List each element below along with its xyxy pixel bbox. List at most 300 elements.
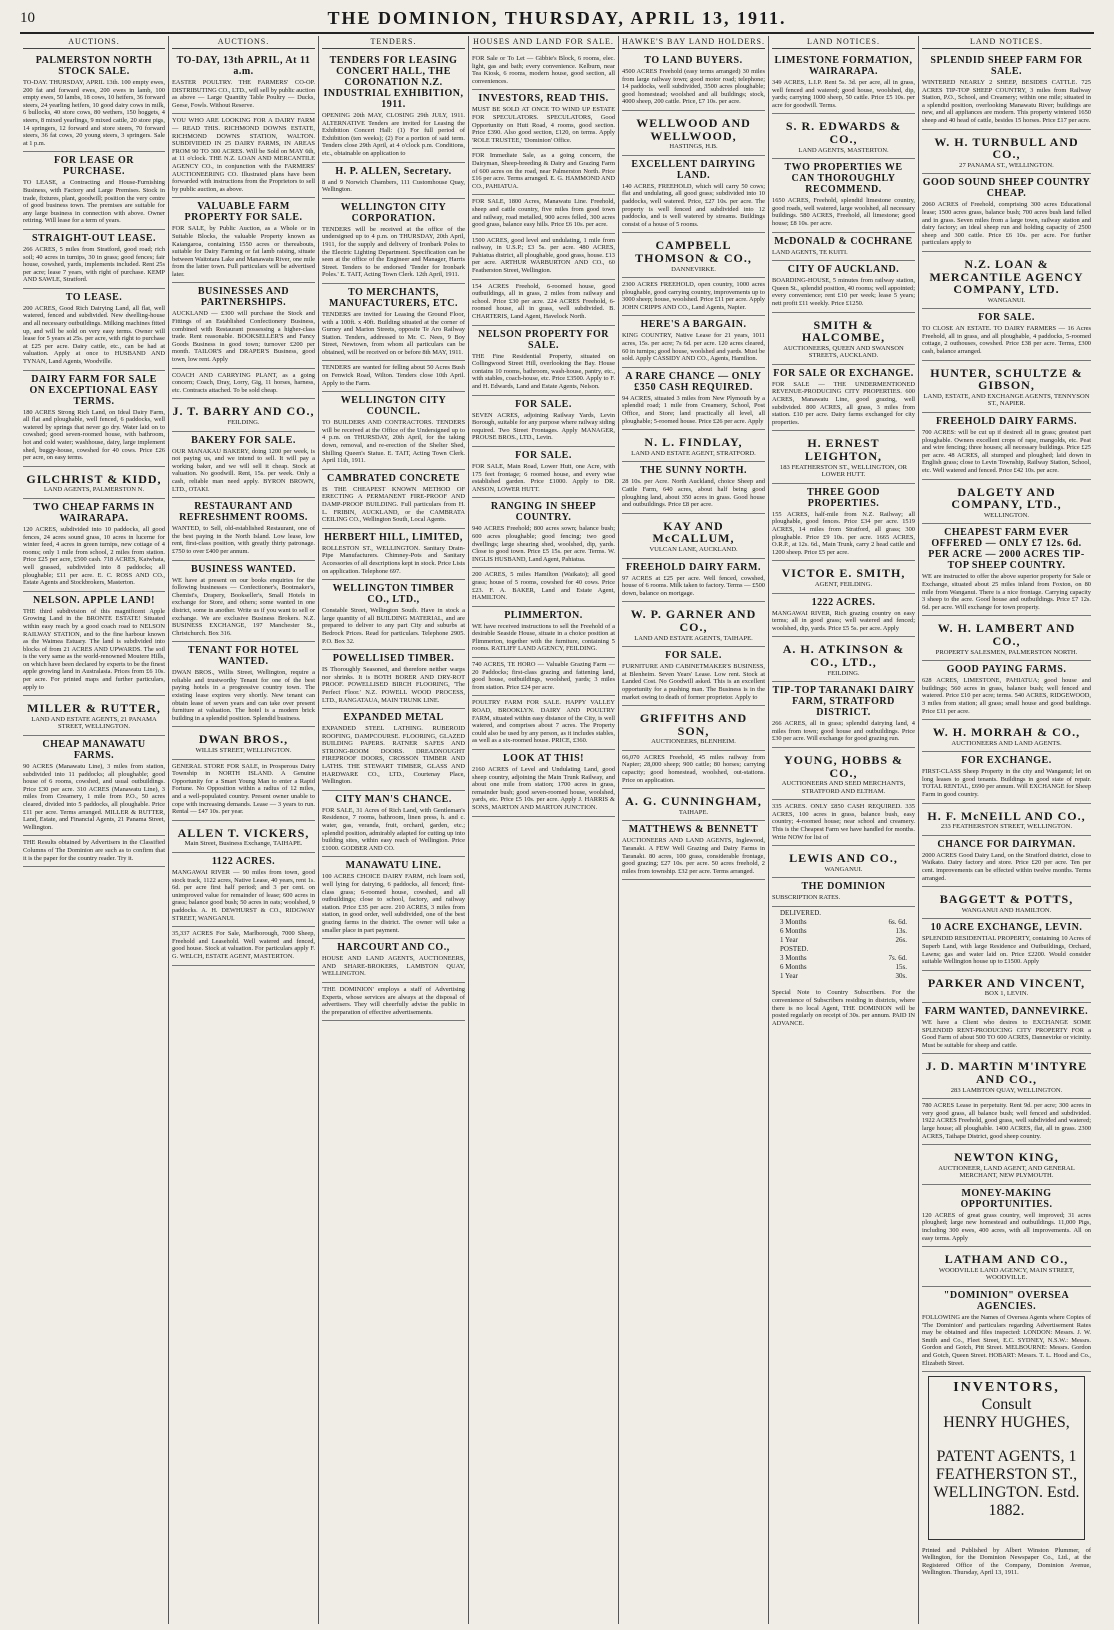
advertisement [772,637,915,682]
ad-heading: DAIRY FARM FOR SALE ON EXCEPTIONAL EASY TERMS. [29,373,159,407]
advertisement [622,821,765,880]
ad-text: 780 ACRES Lease in perpetuity. Rent 9d. per acre; 300 acres in very good grass, all balance bush; well fenced and subdivided. 1922 ACRES Freehold, good grass, well subdivided and watered; large house; all ploughable. 1400 ACRES, flat, all in grass. 2300 ACRES, Taihape District, good sheep country. [922,1102,1091,1140]
ad-heading: TWO PROPERTIES WE CAN THOROUGHLY RECOMMEND. [784,162,903,196]
advertisement [922,480,1091,525]
ad-text: WELLINGTON. [983,511,1030,519]
advertisement [922,1145,1091,1185]
advertisement [772,52,915,114]
ad-text: TENDERS are wanted for felling about 50 Acres Bush on Fenwick Road, Wilton. Tenders close 10th April. Apply to the Farm. [322,364,465,387]
ad-text: OPENING 20th MAY, CLOSING 29th JULY, 1911. ALTERNATIVE Tenders are invited for Leasing the Exhibition Concert Hall: (1) For full period of Exhibition (ten weeks); (2) For a portion of said term. Tenders close 29th April, at 4 o'clock p.m. Conditions, etc., obtainable on application to [322,112,465,157]
ad-text: WANGANUI AND HAMILTON. [961,906,1052,914]
advertisement [472,234,615,280]
ad-text: LAND AGENTS, PALMERSTON N. [43,486,145,494]
ad-heading: 1222 ACRES. [811,596,876,608]
ad-heading: CHANCE FOR DAIRYMAN. [937,838,1076,850]
ad-text: 200 ACRES, Good Rich Dairying Land, all flat, well watered, fenced and subdivided. New dwelling-house and all necessary outbuildings. Milking machines fitted up, and will be sold on very easy terms. Owner will lease for 5 years at 25s. per acre, with right to purchase at £25 per acre. Dairy cattle, etc., can be had at valuation. Apply at once to HUSBAND AND TYNAN, Land Agents, Woodville. [23,304,165,366]
column-3 [318,36,468,1624]
advertiser-name: DWAN BROS., [198,732,289,747]
ad-heading: PALMERSTON NORTH STOCK SALE. [35,55,153,77]
rate-price: 6s. 6d. [888,918,907,927]
ad-heading: BUSINESS WANTED. [190,563,297,575]
rates-posted-label: POSTED. [780,945,809,954]
ad-heading: FOR EXCHANGE. [961,755,1052,767]
ad-text: KING COUNTRY, Native Lease for 21 years, 1011 acres, 15s. per acre; 7s 6d. per acre. 120 acres cleared, 60 in turnips; good house, woolshed and yards. Must be sold. Apply CASSIDY AND CO., Agents, Hamilton. [622,332,765,363]
ad-heading: FREEHOLD DAIRY FARM. [626,561,761,573]
advertisement [172,198,315,283]
ad-text: COACH AND CARRYING PLANT, as a going concern; Coach, Dray, Lorry, Gig, 11 horses, harness, etc. Contracts attached. To be sold cheap. [172,371,315,394]
ad-text: AUCKLAND — £300 will purchase the Stock and Fittings of an Established Confectionery Business, combined with Restaurant possessing a higher-class trade. Rent reasonable. BOOKSELLER'S and Fancy Goods Business in good town; turnover £200 per month. TAILOR'S and DRAPER'S Business, good town, low rent. Apply [172,310,315,364]
ad-text: LAND AND ESTATE AGENTS, TAIHAPE. [634,634,753,642]
ad-text: MANGAWAI RIVER, Rich grazing country on easy terms; all in good grass; well watered and fenced; woolshed, dip, yards. Price £5 5s. per acre. Apply [772,609,915,632]
advertisement [172,283,315,368]
ad-heading: STRAIGHT-OUT LEASE. [32,232,156,244]
advertisement [772,878,915,907]
advertiser-name: W. H. LAMBERT AND CO., [937,621,1076,648]
ad-heading: WELLINGTON CITY COUNCIL. [340,395,447,418]
advertisement [772,682,915,748]
ad-text: WINTERED NEARLY 2 SHEEP, BESIDES CATTLE. 725 ACRES TIP-TOP SHEEP COUNTRY, 3 miles from Railway Station, P.O., School, and Creamery; within one mile; situated in a splendid position, overlooking Manawatu River; buildings are new, and all appliances are modern. This property wintered 1650 sheep and 40 head of cattle, besides 15 horses. Price £17 per acre. [922,79,1091,124]
inventors-advert [928,1376,1085,1540]
ad-text: ROLLESTON ST., WELLINGTON. Sanitary Drain-Pipe Manufacturers. Chimney-Pots and Sanitary Accessories of all descriptions kept in stock. Price Lists on application. Telephone 697. [322,544,465,575]
ad-heading: WELLINGTON CITY CORPORATION. [340,201,447,224]
rates-note: Special Note to Country Subscribers. For the convenience of Subscribers residing in districts, where there is no local Agent, THE DOMINION will be posted regularly on receipt of 30s. per annum. PAID IN ADVANCE. [772,989,915,1027]
advertisement [772,365,915,432]
ad-text: AGENT, FEILDING. [814,580,873,588]
advertisement [322,580,465,650]
advertisement [922,720,1091,752]
advertiser-name: A. H. ATKINSON & CO., LTD., [782,642,905,669]
ad-heading: FREEHOLD DAIRY FARMS. [936,416,1077,428]
advertisement [322,709,465,791]
column-2 [168,36,318,1624]
ad-heading: THE SUNNY NORTH. [639,465,747,477]
ad-text: AUCTIONEER, LAND AGENT, AND GENERAL MERCHANT, NEW PLYMOUTH. [938,1164,1075,1180]
ad-text: 35,337 ACRES For Sale, Marlborough, 7000 Sheep, Freehold and Leasehold. Well watered and fenced, good house. Stock at valuation. For particulars apply F. G. WELCH, ESTATE AGENT, MASTERTON. [172,930,315,960]
advertiser-name: A. G. CUNNINGHAM, [625,794,762,809]
advertisement [622,430,765,462]
advertisement [172,432,315,499]
ad-text: 94 ACRES, situated 3 miles from New Plymouth by a splendid road; 1 mile from Creamery, School, Post Office, and Store; land practically all level, all ploughable; 5-roomed house. Price £26 per acre. Apply [622,394,765,425]
column-6 [768,36,918,1624]
ad-text: TAIHAPE. [678,808,709,816]
rate-price: 30s. [895,972,907,981]
advertisement [922,1099,1091,1145]
ad-heading: 10 ACRE EXCHANGE, LEVIN. [930,922,1083,934]
advertisement [322,470,465,529]
ad-text: PROPERTY SALESMEN, PALMERSTON NORTH. [935,648,1078,656]
ad-heading: A RARE CHANCE — ONLY £350 CASH REQUIRED. [625,370,762,393]
advertisement [622,706,765,751]
ad-text: 180 ACRES Strong Rich Land, on Ideal Dairy Farm, all flat and ploughable, well fenced, 6 paddocks, well watered by springs that never go dry. Water laid on to cowshed; good seven-roomed house, with bathroom, hot and cold water; washhouse, dairy, large implement shed, buggy-house, cowshed for 40 cows. Price £26 per acre, on easy terms. [23,408,165,462]
ad-heading: FOR SALE. [515,449,572,461]
advertisement [772,233,915,262]
advertisement [772,800,915,846]
ad-heading: H. P. ALLEN, Secretary. [335,165,452,177]
ad-heading: CITY MAN'S CHANCE. [335,793,452,805]
advertisement [172,52,315,114]
advertisement [622,462,765,513]
advertisement [922,52,1091,130]
advertisement [772,114,915,159]
ad-text: TO-DAY. THURSDAY, APRIL 13th. 100 empty ewes, 200 fat and forward ewes, 200 ewes in lamb, 100 empty ewes, 50 lambs, 18 cows, 10 heifers, 36 forward steers, 24 yearling heifers, 10 good dairy cows in milk, 6 bullocks, 40 store cows, 80 wethers, 150 hoggets, 4 steers, 8 mixed yearlings, 9 mixed cattle, 20 store pigs, 14 springers, 12 forward and store steers, 70 forward steers, 36 fat cows, 20 young steers, 3 springers. Sale at 1 p.m. [23,79,165,147]
ad-text: 200 ACRES, 5 miles Hamilton (Waikato); all good grass; house of 5 rooms, cowshed for 40 cows. Price £23. F. A. BAKER, Land and Estate Agent, HAMILTON. [472,571,615,602]
advertisement [922,1054,1091,1099]
advertisement [23,836,165,867]
advertisement [922,361,1091,413]
advertisement [472,447,615,498]
ad-text: 100 ACRES CHOICE DAIRY FARM, rich loam soil, well lying for dairying, 6 paddocks, all fenced; first-class grass; 6-roomed house, cowshed, and all outbuildings; close to school, factory, and railway station. Price £35 per acre. 210 ACRES, 3 miles from station, in good order, well subdivided, one of the best grazing farms in the district. The owner will take a smaller place in part payment. [322,873,465,934]
advertisement [922,1247,1091,1287]
ad-text: THE Fine Residential Property, situated on Collingwood Street Hill, overlooking the Bay. House contains 10 rooms, bathroom, wash-house, pantry, etc., with stables, coach-house, etc. Price £3500. Apply to F. and H. Edwards, Land and Estate Agents, Nelson. [472,352,615,390]
advertisement [922,130,1091,175]
ad-text: 1650 ACRES, Freehold, splendid limestone country, good roads, well watered, large woolshed, all necessary buildings. 580 ACRES, Freehold, all limestone; good house; £8 10s. per acre. [772,197,915,227]
advertisement [922,919,1091,970]
ad-text: WANGANUI. [824,865,863,873]
ad-text: FOR SALE, 1800 Acres, Manawatu Line. Freehold, sheep and cattle country, five miles from good town and railway, road metalled, 900 acres felled, 300 acres good grass, balance easy hills. Price £6 10s. per acre. [472,198,615,229]
advertisement [922,752,1091,803]
rate-period: 3 Months [780,954,807,963]
advertisement [322,163,465,199]
ad-text: VULCAN LANE, AUCKLAND. [649,545,738,553]
ad-text: EASTER POULTRY. THE FARMERS' CO-OP. DISTRIBUTING CO., LTD., will sell by public auction as above — Large Quantity Table Poultry — Ducks, Geese, Fowls. Without Reserve. [172,79,316,109]
advertisement [172,642,315,727]
ad-heading: INVESTORS, READ THIS. [478,93,609,105]
advertiser-name: YOUNG, HOBBS & CO., [783,752,903,780]
ad-text: AUCTIONEERS AND LAND AGENTS. [951,739,1062,747]
ad-text: WANGANUI. [987,296,1026,304]
advertiser-name: VICTOR E. SMITH, [781,566,906,581]
advertisement [23,467,165,499]
ad-text: LAND AND ESTATE AGENT, STRATFORD. [631,449,756,457]
rate-row [780,963,907,972]
advertisement [622,52,765,111]
advertiser-name: DALGETY AND COMPANY, LTD., [951,484,1062,512]
ad-heading: HARCOURT AND CO., [337,942,450,954]
advertisement [322,392,465,470]
advertisement [322,857,465,939]
ad-heading: FOR LEASE OR PURCHASE. [54,155,134,178]
ad-text: 283 LAMBTON QUAY, WELLINGTON. [950,1086,1063,1094]
advertiser-name: GILCHRIST & KIDD, [26,471,162,486]
column-heading: AUCTIONS. [172,36,315,49]
rate-period: 1 Year [780,972,798,981]
advertisement [622,514,765,559]
ad-text: FOR SALE, Main Road, Lower Hutt, one Acre, with 175 feet frontage; 6 roomed house, and every wise established garden. Price £1000. Apply to DR. ANSON, LOWER HUTT. [472,462,615,493]
oversea-agencies [922,1287,1091,1372]
ad-heading: WELLINGTON TIMBER CO., LTD., [332,583,455,606]
advertisement [322,529,465,580]
ad-text: MUST BE SOLD AT ONCE TO WIND UP ESTATE FOR SPECULATORS. SPECULATORS, Good Opportunity on Hutt Road, 4 rooms, good section. Price £390. Also good section, £120, on terms. Apply 'ROLE TRUSTEE,' 'Dominion' Office. [472,106,615,144]
advertisement [922,1003,1091,1054]
ad-text: 155 ACRES, half-mile from N.Z. Railway; all ploughable, good fences. Price £34 per acre. 1519 ACRES, 14 miles from Stratford, all grass; 300 ploughable. Price £9 10s. per acre. 1665 ACRES, O.R.P., at 12s. 6d., Main Trunk, carry 2 head cattle and 1200 sheep. Price £5 per acre. [772,510,915,556]
advertiser-name: WELLWOOD AND WELLWOOD, [636,115,751,143]
ad-text: YOU WHO ARE LOOKING FOR A DAIRY FARM — READ THIS. RICHMOND DOWNS ESTATE, RICHMOND DOWNS STATION, WALTON. SUBDIVIDED IN 25 DAIRY FARMS, IN AREAS FROM 90 TO 300 ACRES. Will be Sold on MAY 6th, at 11 o'clock. THE N.Z. LOAN AND MERCANTILE AGENCY CO., in conjunction with the FARMERS' AUCTIONEERING CO. Illustrated plans have been forwarded with instructions from the Proprietors to sell by public auction, as above. [172,117,315,193]
advertisement [472,607,615,658]
advertisement [23,371,165,467]
advertiser-name: W. P. GARNER AND CO., [630,607,757,634]
advertisement [622,316,765,367]
advertiser-name: J. D. MARTIN M'INTYRE AND CO., [925,1059,1088,1086]
ad-heading: GOOD PAYING FARMS. [946,664,1067,676]
advertiser-name: NEWTON KING, [954,1150,1059,1165]
advertiser-name: LEWIS AND CO., [789,851,898,866]
ad-text: 97 ACRES at £25 per acre. Well fenced, cowshed, house of 6 rooms. Milk taken to factory. Terms — £500 down, balance on mortgage. [622,574,765,597]
advertisement [472,195,615,233]
advertiser-name: N. L. FINDLAY, [644,435,743,450]
rate-row [780,936,907,945]
ad-text: MANGAWAI RIVER — 90 miles from town, good stock track, 1122 acres, Native Lease, 40 years, rent 1s. 6d. per acre first half period; and 3 per cent. on unimproved value for remainder of lease; 600 acres in grass; balance good bush; 50 acres in oats; woolshed, 9 paddocks. A. H. DEWHURST & CO., RIDGWAY STREET, WANGANUI. [172,868,315,922]
ad-text: OUR MANAKAU BAKERY, doing 1200 per week, is not paying us, and we intend to sell. It will pay a working baker, and we will sell it cheap. Stock at valuation. No goodwill. Rent, 15s. per week. Only a cash, reliable man need apply. BYRON BROWN, LTD., OTAKI. [172,447,315,493]
advertisement [23,289,165,371]
advertisement [322,650,465,709]
ad-heading: CITY OF AUCKLAND. [787,264,900,276]
advertisement [622,647,765,706]
ad-text: 2060 ACRES of Freehold, comprising 300 acres Educational lease; 1500 acres grass, balance bush; 700 acres bush land felled and in grass. Seven miles from a large town, railway station and dairy factory; an ideal sheep run and holding capacity of 2500 sheep and 300 cattle. Price £6 10s. per acre. For further particulars apply to [922,201,1091,247]
ad-text: 90 ACRES (Manawatu Line), 3 miles from station, subdivided into 11 paddocks; all ploughable; good house of 6 rooms, cowshed, and usual outbuildings. Price £30 per acre. 310 ACRES (Manawatu Line), 3 miles from Creamery, 1 mile from P.O., 50 acres cleared, divided into 5 paddocks, all ploughable. Price £11 per acre. Terms arranged. MILLER & RUTTER, Land, Estate, and Financial Agents, 21 Panama Street, Wellington. [23,763,165,831]
advertisement [922,309,1091,360]
ad-heading: MONEY-MAKING OPPORTUNITIES. [960,1187,1053,1210]
advertisement [172,114,315,198]
advertisement [772,261,915,312]
advertisement [622,111,765,156]
advertisement [772,431,915,483]
advertiser-name: PARKER AND VINCENT, [927,975,1086,990]
ad-text: FIRST-CLASS Sheep Property in the city and Wanganui; let on long leases to good tenants. Buildings in good state of repair. TOTAL RENTAL, £690 per annum. Will EXCHANGE for Sheep Farm in good country. [922,768,1091,799]
advertisement [172,399,315,431]
ad-heading: CHEAPEST FARM EVER OFFERED — ONLY £7 12s. 6d. PER ACRE — 2000 ACRES TIP-TOP SHEEP COUNTRY. [928,527,1085,572]
ad-text: 700 ACRES: will be cut up if desired: all in grass; greatest part ploughable. Owners excellent crops of rape, mangolds, etc. Peat and wire fencing; three houses; all necessary buildings. Price £25 per acre. 48 ACRES, all stumped and ploughed; laid down in English grass; close to Levin Township, Railway Station, School, etc. Well watered and fenced. Price £42 10s. per acre. [922,429,1091,474]
ad-heading: PLIMMERTON. [504,609,583,621]
advertisement [622,278,765,316]
ad-text: 120 ACRES of great grass country, well improved; 31 acres ploughed; large new homestead and outbuildings. 11,000 Pigs, including 300 ewes, 400 acres, with all improvements. All on easy terms. Apply [922,1211,1091,1242]
ad-text: LAND AGENTS, TE KUITI. [772,248,848,256]
advertiser-name: N.Z. LOAN & MERCANTILE AGENCY COMPANY, LTD. [929,256,1084,297]
ad-heading: LOOK AT THIS! [503,753,584,764]
advertiser-name: BAGGETT & POTTS, [939,892,1074,907]
advertiser-name: W. H. MORRAH & CO., [932,725,1081,740]
ad-heading: RANGING IN SHEEP COUNTRY. [490,501,597,524]
advertisement [472,280,615,326]
ad-text: FOR SALE, by Public Auction, as a Whole or in Suitable Blocks, the valuable Property known as Kaiangaroa, containing 1550 acres or thereabouts, suitable for Dairy Farming or fat lamb raising, situate between Waitotara Lake and Manawatu River, one mile from the latter town. Full particulars will be advertised later. [172,225,315,278]
ad-heading: GOOD SOUND SHEEP COUNTRY CHEAP. [922,177,1091,200]
column-heading: LAND NOTICES. [922,36,1091,49]
ad-heading: THREE GOOD PROPERTIES. [806,486,881,509]
advertiser-name: GRIFFITHS AND SON, [639,711,748,738]
ad-text: FOR Sale or To Let — Gibbie's Block, 6 rooms, elec. light, gas and bath; every convenience. Kelburn, near Tea Kiosk, 6 rooms, modern house, good section, all conveniences. [472,55,615,85]
ad-text: IS Thoroughly Seasoned, and therefore neither warps nor shrinks. It is BOTH BORER AND DRY-ROT PROOF. POWELLISED BIRCH FLOORING, 'The Perfect Floor.' N.Z. POWELL WOOD PROCESS, LTD., RANGATAUA, MAIN TRUNK LINE. [322,666,465,704]
ad-text: 266 ACRES, 5 miles from Stratford, good road; rich soil; 40 acres in turnips, 30 in grass; good fences; fair house, cowshed, yards, implements included. Rent 25s per acre; lease 7 years, with right of purchase. KEMP AND SAWLE, Stratford. [23,245,165,284]
ad-text: PATENT AGENTS, 1 FEATHERSTON ST., WELLINGTON. Estd. 1882. [933,1448,1080,1520]
advertisement [772,159,915,232]
advertisement [172,821,315,853]
ad-text: Main Street, Business Exchange, TAIHAPE. [184,840,303,848]
ad-text: 154 ACRES Freehold, 6-roomed house, good outbuildings, all in grass, 2 miles from railway and school. Price £30 per acre. 224 ACRES Freehold, 6-roomed house, all in grass, well subdivided. B. CHARTERIS, Land Agent, Havelock North. [472,282,615,321]
rate-row [780,927,907,936]
ad-text: 2160 ACRES of Level and Undulating Land, good sheep country, adjoining the Main Trunk Railway, and about one mile from station; 1700 acres in grass, remainder bush; good seven-roomed house, woolshed, yards, etc. Price £5 10s. per acre. Apply J. HARRIS & SONS, MARTON AND MARTON JUNCTION. [472,766,615,811]
ad-text: LAND, ESTATE, AND EXCHANGE AGENTS, TENNYSON ST., NAPIER. [923,392,1090,408]
advertisement [172,498,315,560]
advertisement [472,149,615,195]
advertisement [922,1185,1091,1247]
ad-text: FEILDING. [827,669,860,677]
advertiser-name: CAMPBELL THOMSON & CO., [635,238,752,265]
newspaper-title: THE DOMINION, THURSDAY, APRIL 13, 1911. [327,7,787,28]
ad-heading: TWO CHEAP FARMS IN WAIRARAPA. [33,501,155,524]
ad-text: WE are instructed to offer the above superior property for Sale or Exchange, situated about 25 miles inland from Foxton, on 80 mile from Wanganui. There is a nice frontage. Carrying capacity 3 sheep to the acre. Good house and outbuildings. Price £7 12s. 6d. per acre. Will exchange for town property. [922,573,1091,611]
advertisement [472,326,615,396]
ad-text: TENDERS will be received at the office of the undersigned up to 4 p.m. on THURSDAY, 20th April, 1911, for the supply and delivery of Ironbark Poles to the Electric Lighting Department. Specification can be seen at the office of the Engineer and Manager, Harris Street. Tenders to be endorsed 'Tender for Ironbark Poles.' E. TAIT, Acting Town Clerk. 12th April, 1911. [322,225,465,279]
advertiser-name: S. R. EDWARDS & CO., [785,119,902,146]
printer-imprint: Printed and Published by Albert Winston Plummer, of Wellington, for the Dominion Newspaper Co., Ltd., at the Registered Office of the Company, Dominion Avenue, Wellington. Thursday, April 13, 1911. [922,1546,1091,1577]
ad-heading: TO LAND BUYERS. [644,55,743,66]
ad-text: FOLLOWING are the Names of Oversea Agents where Copies of 'The Dominion' and particulars regarding Advertisement Rates may be obtained and files inspected: LONDON: Messrs. J. W. Smith and Co., Fleet Street, E.C. SYDNEY, N.S.W.: Messrs. Gordon and Gotch, Pitt Street. MELBOURNE: Messrs. Gordon and Gotch, Queen Street. HOBART: Messrs. T. L. Hood and Co., Elizabeth Street. [922,1314,1091,1367]
advertisement [172,369,315,400]
ad-text: AUCTIONEERS, BLENHEIM. [651,738,736,746]
advertisement [622,751,765,789]
ad-heading: TO LEASE. [65,291,123,303]
advertisement [622,559,765,603]
ad-text: 233 FEATHERSTON STREET, WELLINGTON. [940,823,1073,831]
advertisement [172,927,315,965]
column-heading: TENDERS. [322,36,465,49]
ad-text: THE Results obtained by Advertisers in the Classified Columns of The Dominion are such as to confirm that it is the paper for the country reader. Try it. [23,839,165,862]
inventors-consult: Consult [981,1396,1032,1414]
ad-heading: CHEAP MANAWATU FARMS. [42,739,146,762]
advertisement [172,727,315,759]
rate-period: 3 Months [780,918,807,927]
ad-text: 335 ACRES. ONLY £850 CASH REQUIRED. 335 ACRES, 100 acres in grass, balance bush, easy country; 4-roomed house; near school and creamery. This is the Cheapest Farm we have handled for months. Write NOW for list of [772,803,915,841]
ad-heading: CAMBRATED CONCRETE [327,472,460,484]
ad-text: 1500 ACRES, good level and undulating, 1 mile from railway, in U.S.P.; £3 5s. per acre. 480 ACRES, Pahiatua district, all ploughable, good grass, house. £13 per acre. ARTHUR WARBURTON AND CO., 60 Featherston Street, Wellington. [472,236,615,275]
advertisement [922,887,1091,919]
ad-text: 2000 ACRES Good Dairy Land, on the Stratford district, close to Waikato. Dairy factory and store. Price £20 per acre. Ten per cent. improvements can be effected within twelve months. Terms arranged. [922,851,1091,882]
advertisement [772,313,915,365]
ad-text: 940 ACRES Freehold; 800 acres sown; balance bush; 600 acres ploughable; good fencing; two good dwellings; large shearing shed, woolshed, dip, yards. Close to good town. Price £5 15s. per acre. Terms. W. INGLIS HUSBAND, Land Agent, Pahiatua. [472,525,615,563]
ad-heading: FOR SALE OR EXCHANGE. [773,367,914,379]
ad-heading: HERE'S A BARGAIN. [640,319,747,331]
ad-heading: FOR SALE. [978,312,1035,324]
ad-text: THE third subdivision of this magnificent Apple Growing Land in the BRONTE ESTATE! Situated within easy reach by a good coach road to NELSON RAILWAY STATION, and to the fine harbour known as the Waimea Estuary. The land is subdivided into blocks of from 21 ACRES AND UPWARDS. The soil is the very same as the world-renowned Moutere Hills, on which have been declared by experts to be the finest apple growing land in Australasia. Prices from £6 10s. per acre. For printed maps and further particulars, apply to [23,607,165,691]
ad-heading: BUSINESSES AND PARTNERSHIPS. [197,286,290,309]
advertiser-name: J. T. BARRY AND CO., [172,404,315,419]
ad-text: POULTRY FARM FOR SALE. HAPPY VALLEY ROAD, BROOKLYN. DAIRY AND POULTRY FARM, situated within easy distance of the City, is well watered, and comprises about 7 acres. The Property could also be used by any person, as it includes stables, as well as a six-roomed house. PRICE, £360. [472,699,615,745]
ad-text: FOR Immediate Sale, as a going concern, the Dairyman, Sheep-breeding & Dairy and Grazing Farm of 600 acres on the road, near Palmerston North. Price £16 per acre. Terms arranged. E. G. HAMMOND AND CO., PAHIATUA. [472,152,615,190]
ad-text: GENERAL STORE FOR SALE, in Prosperous Dairy Township in NORTH ISLAND. A Genuine Opportunity for a Smart Young Man to enter a Rapid Fortune. No Opposition within a radius of 12 miles, and a well-populated country. Present owner unable to cope with increasing demands. Lease — 3 years to run. Rental — £47 10s. per year. [172,762,315,816]
ad-text: HASTINGS, H.B. [669,143,718,151]
ad-text: Constable Street, Wellington South. Have in stock a large quantity of all BUILDING MATERIAL, and are prepared to deliver to any part City and suburbs at Bedrock Prices. Read for particulars. Telephone 2905. P.O. Box 32. [322,607,465,645]
column-4 [468,36,618,1624]
advertisement [172,853,315,927]
ad-heading: RESTAURANT AND REFRESHMENT ROOMS. [179,501,308,524]
advertisement [472,498,615,568]
advertiser-name: H. ERNEST LEIGHTON, [804,436,883,464]
advertisement [922,836,1091,887]
ad-text: BOARDING-HOUSE, 5 minutes from railway station, Queen St., splendid position, 40 rooms; well appointed; every convenience; rent £10 per week; lease 5 years; nett profit £11 weekly. Price £1250. [772,277,915,307]
ad-text: AUCTIONEERS AND LAND AGENTS, Inglewood, Taranaki. A FEW Well Grazing and Dairy Farms in Taranaki. 80 acres, 100 grass, considerable frontage, good grazing; £27 10s. per acre. 50 acres freehold, 2 miles from township. £32 per acre. Terms arranged. [622,837,765,875]
ad-text: TENDERS are invited for Leasing the Ground Floor, with a 100ft. x 40ft. Building situated at the corner of Gurney and Marion Streets, opposite Te Aro Railway Station. Tenders, addressed to Mr. C. Nees, 9 Boy Street, Newtown, from whom all particulars can be obtained, will be received on or before 8th MAY, 1911. [322,310,465,356]
ad-heading: TENANT FOR HOTEL WANTED. [187,645,300,668]
ad-text: DANNEVIRKE. [671,265,716,273]
ad-heading: HERBERT HILL, LIMITED, [324,531,463,543]
advertisement [772,561,915,593]
rate-price: 15s. [895,963,907,972]
ad-heading: POWELLISED TIMBER. [332,653,455,665]
advertisement [472,52,615,90]
ad-text: 66,070 ACRES Freehold, 45 miles railway from Napier; 28,000 sheep; 900 cattle; 80 horses; carrying capacity; good homestead, woolshed, out-stations. Price on application. [622,753,765,784]
advertiser-name: ALLEN T. VICKERS, [177,825,310,840]
advertisement [472,396,615,447]
advertiser-name: KAY AND McCALLUM, [652,518,735,546]
rate-row [780,954,907,963]
advertisement [622,368,765,430]
ad-text: 2300 ACRES FREEHOLD, open country, 1000 acres ploughable, good carrying country, improvements up to 3000 sheep; house, woolshed. Price £11 per acre. Apply JOHN CRIPPS AND CO., Land Agents, Napier. [622,281,765,311]
rate-price: 13s. [895,927,907,936]
ad-heading: NELSON PROPERTY FOR SALE. [477,328,609,351]
ad-heading: EXPANDED METAL [343,712,444,724]
ad-heading: TO-DAY, 13th APRIL, At 11 a.m. [176,55,311,77]
advertisement [23,152,165,230]
advertisement [772,846,915,878]
ad-text: SPLENDID RESIDENTIAL PROPERTY, containing 10 Acres of Superb Land, with large Residence and Outbuildings, Orchard, Lawns; gas and water laid on. Price £2200. Would consider suitable Wellington house up to £1500. Apply [922,935,1091,966]
ad-text: TO LEASE, a Contracting and House-Furnishing Business, with Factory and Large Premises. Stock in trade, fixtures, plant, goodwill; position the very centre of good business town. The premises are suitable for any large business in connection with above. Owner retiring. Will lease for a term of years. [23,179,165,225]
ad-heading: TIP-TOP TARANAKI DAIRY FARM, STRATFORD DISTRICT. [772,685,915,719]
column-1 [20,36,168,1624]
column-heading: AUCTIONS. [23,36,165,49]
ad-text: WE have a Client who desires to EXCHANGE SOME SPLENDID RENT-PRODUCING CITY PROPERTY FOR a Good Farm of about 500 TO 600 ACRES, Dannevirke or vicinity. Must be suitable for sheep and cattle. [922,1018,1091,1049]
advertisement [772,594,915,638]
advertisement [322,199,465,284]
advertisement [322,983,465,1021]
inventors-title: INVENTORS, [953,1380,1060,1396]
ad-text: 740 ACRES, TE HORO — Valuable Grazing Farm — 20 Paddocks; first-class grazing and fattening land, good house, outbuildings, woolshed, yards; 3 miles from station. Price £24 per acre. [472,661,615,691]
columns [20,36,1094,1624]
column-heading: LAND NOTICES. [772,36,915,49]
ad-heading: SPLENDID SHEEP FARM FOR SALE. [930,55,1083,77]
advertisement [922,174,1091,252]
advertisement [622,602,765,647]
advertisement [322,52,465,163]
advertiser-name: W. H. TURNBULL AND CO., [934,134,1079,162]
rate-row [780,918,907,927]
ad-text: EXPANDED STEEL LATHING. RUBEROID ROOFING, DAMPCOURSE. FLOORING, GLAZED BUILDING PAPERS. RATNER SAFES AND STRONG-ROOM DOORS. DREADNOUGHT FIREPROOF DOORS, CROSSON TIMBER AND LATHS. THE STEWART TIMBER, GLASS AND HARDWARE CO., LTD., Courtenay Place, Wellington. [322,725,465,786]
ad-heading: EXCELLENT DAIRYING LAND. [631,158,756,181]
ad-text: TO BUILDERS AND CONTRACTORS. TENDERS will be received at the Office of the Undersigned up to 4 p.m. on THURSDAY, 20th April, for the taking down, removal, and re-erection of the Shelter Shed, Shilling Queen's Statue. E. TAIT, Acting Town Clerk. April 11th, 1911. [322,419,465,465]
column-7 [918,36,1094,1624]
advertisement [472,696,615,750]
subscription-rates [772,907,915,983]
ad-text: 266 ACRES, all in grass; splendid dairying land, 4 miles from town; good house and outbuildings. Price £30 per acre. Will exchange for good grazing run. [772,720,915,743]
ad-text: SEVEN ACRES, adjoining Railway Yards, Levin Borough, suitable for any purpose where railway siding required. Two Street Frontages. Apply MANAGER, PROUSE BROS., LTD., Levin. [472,411,615,442]
ad-text: IS THE CHEAPEST KNOWN METHOD OF ERECTING A PERMANENT FIRE-PROOF AND DAMP-PROOF BUILDING. Full particulars from H. L. FRIBIN, AUCKLAND, or the CAMBRATA CEILING CO., Wellington South, Local Agents. [322,485,465,524]
ad-heading: FOR SALE. [515,398,572,410]
ad-text: 4500 ACRES Freehold (easy terms arranged) 30 miles from large railway town; good motor road; telephone; 14 paddocks, well subdivided, 3500 acres ploughable; good homestead; woolshed and all buildings; stock, 4000 sheep, 200 cattle. Price, £7 10s. per acre. [622,68,765,106]
advertisement [922,524,1091,616]
ad-heading: MANAWATU LINE. [345,860,442,872]
ad-text: WE have received instructions to sell the Freehold of a desirable Seaside House, situate in a choice position at Plimmerton, together with the furniture, containing 5 rooms. RATLIFF LAND AGENCY, FEILDING. [472,622,615,653]
advertisement [23,499,165,592]
ad-heading: McDONALD & COCHRANE [774,235,913,247]
advertisement [23,592,165,697]
advertisement [922,616,1091,661]
ad-heading: LIMESTONE FORMATION, WAIRARAPA. [774,55,913,77]
advertiser-name: H. F. McNEILL AND CO., [927,808,1086,823]
ad-text: 628 ACRES, LIMESTONE, PAHIATUA; good house and buildings; 560 acres in grass, balance bush; well fenced and watered. Price £10 per acre; terms. 540 ACRES, RIDGEWOOD, 3 miles from station; all grass; small house and good buildings. Price £11 per acre. [922,677,1091,715]
ad-heading: FOR SALE. [665,650,722,662]
rate-row [780,972,907,981]
advertiser-name: HENRY HUGHES, [943,1414,1070,1432]
advertisement [472,568,615,606]
ad-text: TO CLOSE AN ESTATE. TO DAIRY FARMERS — 16 Acres Freehold, all in grass, and all ploughable, 4 paddocks, 5-roomed cottage, 2 outhouses, cowshed. Price £38 per acre. Terms, £300 cash, balance arranged. [922,325,1091,356]
